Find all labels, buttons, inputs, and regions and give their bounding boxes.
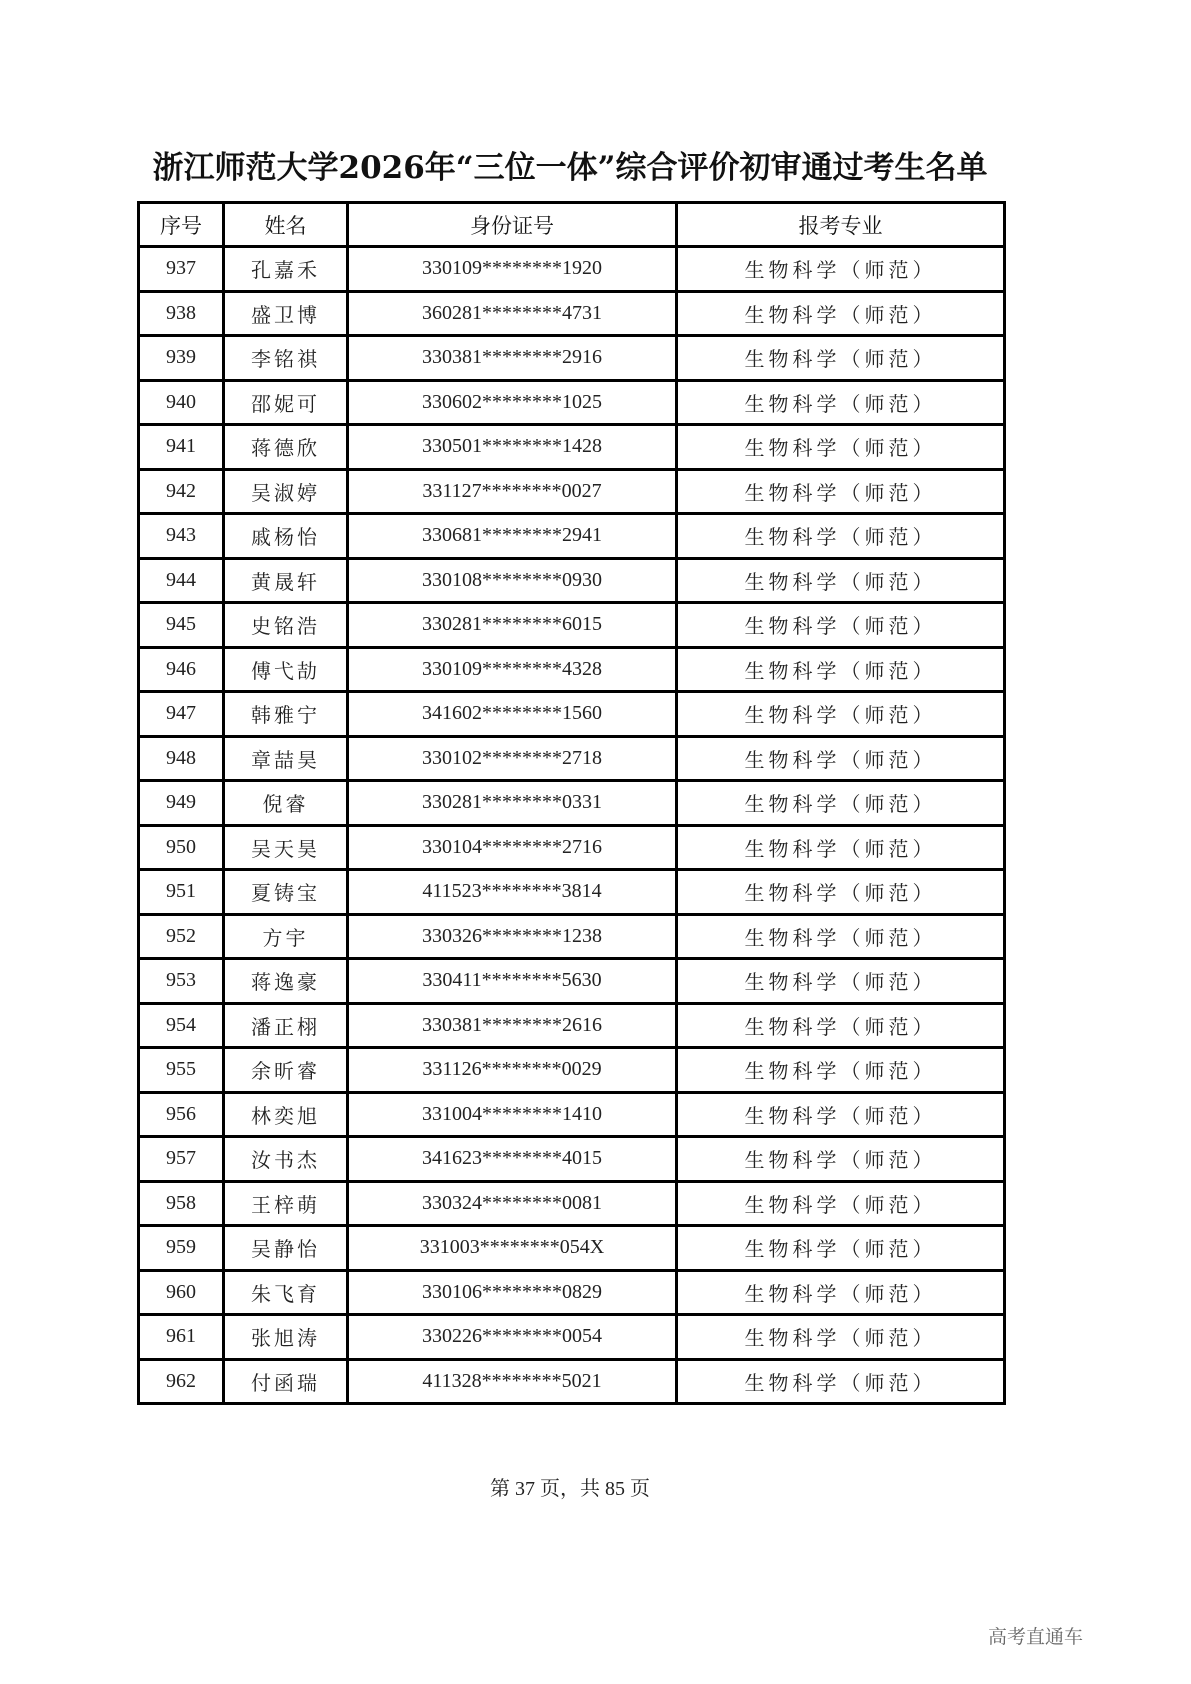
cell-name: 邵妮可 bbox=[224, 380, 348, 425]
table-header-row bbox=[139, 203, 1005, 247]
cell-id-number: 331003********054X bbox=[348, 1226, 677, 1271]
cell-major: 生物科学（师范） bbox=[677, 1359, 1005, 1404]
cell-major: 生物科学（师范） bbox=[677, 1270, 1005, 1315]
table-row bbox=[139, 1226, 1005, 1271]
cell-seq: 947 bbox=[139, 692, 224, 737]
cell-major: 生物科学（师范） bbox=[677, 603, 1005, 648]
table-row bbox=[139, 1003, 1005, 1048]
cell-seq: 958 bbox=[139, 1181, 224, 1226]
cell-name: 林奕旭 bbox=[224, 1092, 348, 1137]
cell-name: 李铭祺 bbox=[224, 336, 348, 381]
cell-seq: 937 bbox=[139, 247, 224, 292]
cell-name: 盛卫博 bbox=[224, 291, 348, 336]
cell-name: 付函瑞 bbox=[224, 1359, 348, 1404]
cell-seq: 938 bbox=[139, 291, 224, 336]
cell-name: 傅弋劼 bbox=[224, 647, 348, 692]
cell-seq: 944 bbox=[139, 558, 224, 603]
header-major: 报考专业 bbox=[677, 203, 1005, 247]
table-row bbox=[139, 959, 1005, 1004]
cell-major: 生物科学（师范） bbox=[677, 1003, 1005, 1048]
cell-id-number: 411523********3814 bbox=[348, 870, 677, 915]
cell-seq: 959 bbox=[139, 1226, 224, 1271]
cell-seq: 950 bbox=[139, 825, 224, 870]
cell-id-number: 330108********0930 bbox=[348, 558, 677, 603]
header-seq: 序号 bbox=[139, 203, 224, 247]
cell-seq: 952 bbox=[139, 914, 224, 959]
cell-id-number: 330381********2916 bbox=[348, 336, 677, 381]
table-row bbox=[139, 1048, 1005, 1093]
cell-seq: 948 bbox=[139, 736, 224, 781]
cell-id-number: 330281********0331 bbox=[348, 781, 677, 826]
cell-name: 方宇 bbox=[224, 914, 348, 959]
cell-major: 生物科学（师范） bbox=[677, 647, 1005, 692]
cell-major: 生物科学（师范） bbox=[677, 380, 1005, 425]
page-number: 第 37 页，共 85 页 bbox=[490, 1478, 650, 1500]
cell-major: 生物科学（师范） bbox=[677, 1048, 1005, 1093]
table-row bbox=[139, 425, 1005, 470]
cell-id-number: 330102********2718 bbox=[348, 736, 677, 781]
table-row bbox=[139, 469, 1005, 514]
cell-major: 生物科学（师范） bbox=[677, 870, 1005, 915]
table-row bbox=[139, 825, 1005, 870]
cell-major: 生物科学（师范） bbox=[677, 425, 1005, 470]
cell-seq: 946 bbox=[139, 647, 224, 692]
cell-id-number: 330106********0829 bbox=[348, 1270, 677, 1315]
cell-id-number: 330226********0054 bbox=[348, 1315, 677, 1360]
table-row bbox=[139, 558, 1005, 603]
cell-id-number: 341602********1560 bbox=[348, 692, 677, 737]
cell-seq: 961 bbox=[139, 1315, 224, 1360]
cell-major: 生物科学（师范） bbox=[677, 736, 1005, 781]
cell-id-number: 331126********0029 bbox=[348, 1048, 677, 1093]
cell-name: 史铭浩 bbox=[224, 603, 348, 648]
cell-seq: 962 bbox=[139, 1359, 224, 1404]
cell-name: 余昕睿 bbox=[224, 1048, 348, 1093]
cell-name: 蒋逸豪 bbox=[224, 959, 348, 1004]
cell-name: 倪睿 bbox=[224, 781, 348, 826]
cell-id-number: 330381********2616 bbox=[348, 1003, 677, 1048]
cell-name: 戚杨怡 bbox=[224, 514, 348, 559]
cell-name: 吴淑婷 bbox=[224, 469, 348, 514]
table-row bbox=[139, 603, 1005, 648]
cell-name: 朱飞育 bbox=[224, 1270, 348, 1315]
cell-seq: 954 bbox=[139, 1003, 224, 1048]
cell-major: 生物科学（师范） bbox=[677, 781, 1005, 826]
table-row bbox=[139, 291, 1005, 336]
cell-major: 生物科学（师范） bbox=[677, 1315, 1005, 1360]
header-id-number: 身份证号 bbox=[348, 203, 677, 247]
cell-id-number: 330501********1428 bbox=[348, 425, 677, 470]
cell-seq: 960 bbox=[139, 1270, 224, 1315]
table-row bbox=[139, 1181, 1005, 1226]
cell-name: 孔嘉禾 bbox=[224, 247, 348, 292]
cell-seq: 955 bbox=[139, 1048, 224, 1093]
table-row bbox=[139, 692, 1005, 737]
table-row bbox=[139, 1092, 1005, 1137]
cell-major: 生物科学（师范） bbox=[677, 1226, 1005, 1271]
cell-id-number: 330109********4328 bbox=[348, 647, 677, 692]
cell-major: 生物科学（师范） bbox=[677, 558, 1005, 603]
cell-major: 生物科学（师范） bbox=[677, 1092, 1005, 1137]
table-row bbox=[139, 870, 1005, 915]
table-row bbox=[139, 514, 1005, 559]
cell-id-number: 330326********1238 bbox=[348, 914, 677, 959]
table-row bbox=[139, 247, 1005, 292]
cell-id-number: 330324********0081 bbox=[348, 1181, 677, 1226]
table-row bbox=[139, 1137, 1005, 1182]
cell-name: 潘正栩 bbox=[224, 1003, 348, 1048]
cell-name: 蒋德欣 bbox=[224, 425, 348, 470]
cell-major: 生物科学（师范） bbox=[677, 825, 1005, 870]
cell-id-number: 331004********1410 bbox=[348, 1092, 677, 1137]
cell-major: 生物科学（师范） bbox=[677, 291, 1005, 336]
cell-id-number: 330602********1025 bbox=[348, 380, 677, 425]
cell-major: 生物科学（师范） bbox=[677, 336, 1005, 381]
header-name: 姓名 bbox=[224, 203, 348, 247]
table-row bbox=[139, 647, 1005, 692]
cell-major: 生物科学（师范） bbox=[677, 692, 1005, 737]
cell-major: 生物科学（师范） bbox=[677, 514, 1005, 559]
cell-name: 夏铸宝 bbox=[224, 870, 348, 915]
cell-seq: 943 bbox=[139, 514, 224, 559]
cell-name: 吴天昊 bbox=[224, 825, 348, 870]
watermark: 高考直通车 bbox=[987, 1626, 1083, 1648]
cell-seq: 956 bbox=[139, 1092, 224, 1137]
table-row bbox=[139, 380, 1005, 425]
cell-id-number: 330681********2941 bbox=[348, 514, 677, 559]
cell-id-number: 341623********4015 bbox=[348, 1137, 677, 1182]
table-row bbox=[139, 1359, 1005, 1404]
cell-seq: 941 bbox=[139, 425, 224, 470]
cell-major: 生物科学（师范） bbox=[677, 959, 1005, 1004]
cell-seq: 949 bbox=[139, 781, 224, 826]
page-title: 浙江师范大学2026年“三位一体”综合评价初审通过考生名单 bbox=[152, 150, 988, 186]
cell-name: 张旭涛 bbox=[224, 1315, 348, 1360]
cell-name: 汝书杰 bbox=[224, 1137, 348, 1182]
table-row bbox=[139, 914, 1005, 959]
cell-seq: 951 bbox=[139, 870, 224, 915]
cell-major: 生物科学（师范） bbox=[677, 1137, 1005, 1182]
cell-id-number: 360281********4731 bbox=[348, 291, 677, 336]
table-row bbox=[139, 1270, 1005, 1315]
cell-name: 黄晟轩 bbox=[224, 558, 348, 603]
table-row bbox=[139, 1315, 1005, 1360]
cell-seq: 940 bbox=[139, 380, 224, 425]
cell-name: 韩雅宁 bbox=[224, 692, 348, 737]
candidate-table bbox=[137, 201, 1006, 1405]
cell-id-number: 330104********2716 bbox=[348, 825, 677, 870]
cell-major: 生物科学（师范） bbox=[677, 1181, 1005, 1226]
cell-name: 王梓萌 bbox=[224, 1181, 348, 1226]
table-row bbox=[139, 736, 1005, 781]
cell-seq: 939 bbox=[139, 336, 224, 381]
cell-id-number: 330281********6015 bbox=[348, 603, 677, 648]
table-row bbox=[139, 336, 1005, 381]
cell-major: 生物科学（师范） bbox=[677, 247, 1005, 292]
cell-major: 生物科学（师范） bbox=[677, 914, 1005, 959]
cell-seq: 942 bbox=[139, 469, 224, 514]
cell-id-number: 330411********5630 bbox=[348, 959, 677, 1004]
cell-id-number: 331127********0027 bbox=[348, 469, 677, 514]
cell-name: 章喆昊 bbox=[224, 736, 348, 781]
cell-seq: 945 bbox=[139, 603, 224, 648]
cell-seq: 957 bbox=[139, 1137, 224, 1182]
cell-name: 吴静怡 bbox=[224, 1226, 348, 1271]
cell-id-number: 411328********5021 bbox=[348, 1359, 677, 1404]
cell-major: 生物科学（师范） bbox=[677, 469, 1005, 514]
cell-id-number: 330109********1920 bbox=[348, 247, 677, 292]
table-body bbox=[139, 247, 1005, 1404]
table-row bbox=[139, 781, 1005, 826]
cell-seq: 953 bbox=[139, 959, 224, 1004]
